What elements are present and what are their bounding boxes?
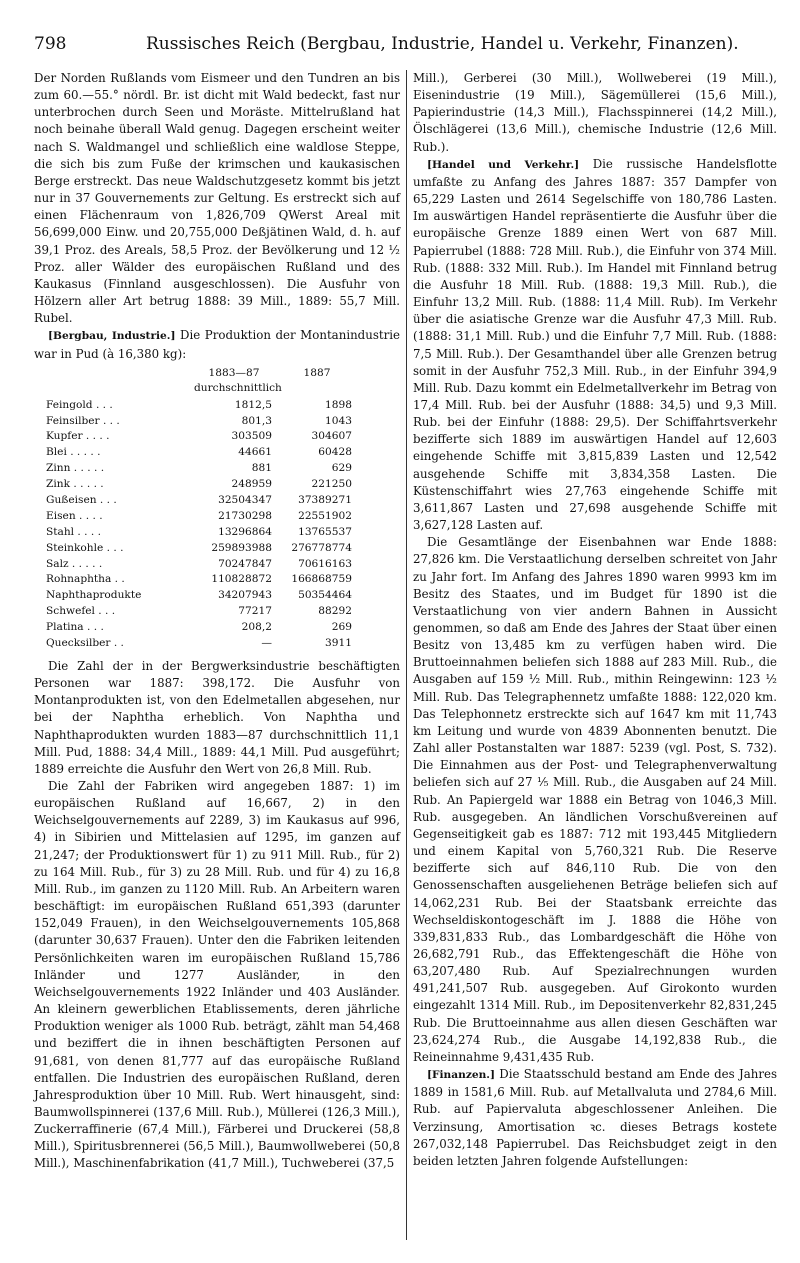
value-1887: 13765537	[298, 525, 352, 538]
running-title: Russisches Reich (Bergbau, Industrie, Handel u. Verkehr, Finanzen).	[146, 34, 739, 54]
mineral-label: Zinn . . . . .	[46, 462, 105, 475]
value-1887: 1898	[325, 398, 352, 411]
table-row	[34, 588, 400, 604]
table-body	[34, 398, 400, 652]
value-1887: 60428	[318, 446, 352, 459]
page-number: 798	[34, 34, 67, 54]
table-row	[34, 509, 400, 525]
value-average: 13296864	[218, 525, 272, 538]
table-row	[34, 398, 400, 414]
mineral-label: Quecksilber . .	[46, 637, 124, 650]
value-1887: 1043	[325, 414, 352, 427]
mineral-label: Schwefel . . .	[46, 605, 116, 618]
mineral-label: Steinkohle . . .	[46, 541, 124, 554]
section-heading-trade: [Handel und Verkehr.]	[427, 158, 580, 171]
value-1887: 166868759	[291, 573, 352, 586]
table-row	[34, 461, 400, 477]
mining-production-table	[34, 366, 400, 652]
value-average: 1812,5	[234, 398, 272, 411]
table-row	[34, 604, 400, 620]
value-average: 248959	[231, 478, 272, 491]
value-1887: 221250	[311, 478, 352, 491]
value-1887: 37389271	[298, 494, 352, 506]
mining-paragraph	[34, 327, 400, 362]
value-average: 77217	[238, 605, 272, 618]
mineral-label: Stahl . . . .	[46, 525, 101, 538]
value-1887: 3911	[325, 637, 352, 650]
table-header	[34, 366, 400, 398]
value-average: 21730298	[218, 509, 272, 522]
value-average: —	[261, 637, 272, 650]
running-header	[34, 34, 778, 60]
factories-paragraph: Die Zahl der Fabriken wird angegeben 1887: 1) im europäischen Rußland auf 16,667, 2) in den Weichselgouvernements auf 2289, 3) im Kaukasus auf 996, 4) in Sibirien und Mittelasien auf 1295, im ganzen auf 21,247; der Produktionswert für 1) zu 911 Mill. Rub., für 2) zu 164 Mill. Rub., für 3) zu 28 Mill. Rub. und für 4) zu 16,8 Mill. Rub., im ganzen zu 1120 Mill. Rub. An Arbeitern waren beschäftigt: im europäischen Rußland 651,393 (darunter 152,049 Frauen), in den Weichselgouvernements 105,868 (darunter 30,637 Frauen). Unter den die Fabriken leitenden Persönlichkeiten waren im europäischen Rußland 15,786 Inländer und 1277 Ausländer, in den Weichselgouvernements 1922 Inländer und 403 Ausländer. An kleinern gewerblichen Etablissements, deren jährliche Produktion weniger als 1000 Rub. beträgt, zählt man 54,468 und beziffert die in ihnen beschäftigten Personen auf 91,681, von denen 81,777 auf das europäische Rußland entfallen. Die Industrien des europäischen Rußland, deren Jahresproduktion über 10 Mill. Rub. Wert hinausgeht, sind: Baumwollspinnerei (137,6 Mill. Rub.), Müllerei (126,3 Mill.), Zuckerraffinerie (67,4 Mill.), Färberei und Druckerei (58,8 Mill.), Spiritusbrennerei (56,5 Mill.), Baumwollweberei (50,8 Mill.), Maschinenfabrikation (41,7 Mill.), Tuchweberei (37,5	[34, 779, 400, 1171]
table-row	[34, 429, 400, 445]
table-row	[34, 572, 400, 588]
railways-paragraph: Die Gesamtlänge der Eisenbahnen war Ende 1888: 27,826 km. Die Verstaatlichung derselben schreitet von Jahr zu Jahr fort. Im Anfang des Jahres 1890 waren 9993 km im Besitz des Staates, und im Budget für 1890 ist die Verstaatlichung von vier andern Bahnen in Aussicht genommen, so daß am Ende des Jahres der Staat über einen Besitz von 13,485 km zu verfügen haben wird. Die Bruttoeinnahmen beliefen sich 1888 auf 283 Mill. Rub., die Ausgaben auf 159 ½ Mill. Rub., mithin Reingewinn: 123 ½ Mill. Rub. Das Telegraphennetz umfaßte 1888: 122,020 km. Das Telephonnetz erstreckte sich auf 1647 km mit 11,743 km Leitung und wurde von 4839 Abonnenten benutzt. Die Zahl aller Postanstalten war 1887: 5239 (vgl. Post, S. 732). Die Einnahmen aus der Post- und Telegraphenverwaltung beliefen sich auf 27 ⅕ Mill. Rub., die Ausgaben auf 24 Mill. Rub. An Papiergeld war 1888 ein Betrag von 1046,3 Mill. Rub. ausgegeben. An ländlichen Vorschußvereinen auf Gegenseitigkeit gab es 1887: 712 mit 193,445 Mitgliedern und einem Kapital von 5,760,321 Rub. Die Reserve bezifferte sich auf 846,110 Rub. Die von den Genossenschaften ausgeliehenen Beträge beliefen sich auf 14,062,231 Rub. Bei der Staatsbank erreichte das Wechseldiskontogeschäft im J. 1888 die Höhe von 339,831,833 Rub., das Lombardgeschäft die Höhe von 26,682,791 Rub., das Effektengeschäft die Höhe von 63,207,480 Rub. Auf Spezialrechnungen wurden 491,241,507 Rub. ausgegeben. Auf Girokonto wurden eingezahlt 1314 Mill. Rub., im Depositenverkehr 82,831,245 Rub. Die Bruttoeinnahme aus allen diesen Geschäften war 23,624,274 Rub., die Ausgabe 14,192,838 Rub., die Reineinnahme 9,431,435 Rub.	[413, 535, 777, 1064]
mining-intro-text: Die Produktion der Montanindustrie war in Pud (à 16,380 kg):	[34, 328, 401, 361]
table-row	[34, 477, 400, 493]
left-column	[34, 70, 400, 1173]
right-column	[413, 70, 777, 1170]
value-1887: 629	[331, 462, 352, 475]
mineral-label: Platina . . .	[46, 621, 104, 634]
mineral-label: Kupfer . . . .	[46, 430, 110, 443]
mineral-label: Naphthaprodukte	[46, 589, 142, 602]
table-row	[34, 445, 400, 461]
value-average: 881	[251, 462, 272, 475]
value-1887: 70616163	[298, 557, 352, 570]
value-average: 32504347	[218, 494, 272, 506]
mining-workers-paragraph: Die Zahl der in der Bergwerksindustrie beschäftigten Personen war 1887: 398,172. Die Ausfuhr von Montanprodukten ist, von den Edelmetallen abgesehen, nur bei der Naphtha erheblich. Von Naphtha und Naphthaprodukten wurden 1883—87 durchschnittlich 11,1 Mill. Pud, 1888: 34,4 Mill., 1889: 44,1 Mill. Pud ausgeführt; 1889 erreichte die Ausfuhr den Wert von 26,8 Mill. Rub.	[34, 658, 400, 776]
table-row	[34, 414, 400, 430]
table-row	[34, 636, 400, 652]
finance-text: Die Staatsschuld bestand am Ende des Jahres 1889 in 1581,6 Mill. Rub. auf Metallvaluta und 2784,6 Mill. Rub. auf Papiervaluta abgeschlossener Anleihen. Die Verzinsung, Amortisation ꝛc. dieses Betrags kostete 267,032,148 Papierrubel. Das Reichsbudget zeigt in den beiden letzten Jahren folgende Aufstellungen:	[413, 1067, 778, 1168]
finance-paragraph	[413, 1066, 777, 1170]
value-1887: 88292	[318, 605, 352, 618]
trade-paragraph	[413, 156, 777, 534]
value-average: 208,2	[241, 621, 272, 634]
value-average: 44661	[238, 446, 272, 459]
table-row	[34, 541, 400, 557]
column-header-average: 1883—87 durchschnittlich	[194, 366, 282, 394]
value-average: 303509	[231, 430, 272, 443]
industries-continued-paragraph: Mill.), Gerberei (30 Mill.), Wollweberei (19 Mill.), Eisenindustrie (19 Mill.), Sägemüllerei (15,6 Mill.), Papierindustrie (14,3 Mill.), Flachsspinnerei (14,2 Mill.), Ölschlägerei (13,6 Mill.), chemische Industrie (12,6 Mill. Rub.).	[413, 71, 777, 154]
table-row	[34, 620, 400, 636]
mineral-label: Salz . . . . .	[46, 557, 103, 570]
value-1887: 304607	[311, 430, 352, 443]
mineral-label: Blei . . . . .	[46, 446, 101, 459]
mineral-label: Gußeisen . . .	[46, 494, 117, 506]
forestry-paragraph: Der Norden Rußlands vom Eismeer und den Tundren an bis zum 60.—55.° nördl. Br. ist dicht mit Wald bedeckt, fast nur unterbrochen durch Seen und Moräste. Mittelrußland hat noch beinahe überall Wald genug. Dagegen erscheint weiter nach S. Waldmangel und schließlich eine waldlose Steppe, die sich bis zum Fuße der krimschen und kaukasischen Berge erstreckt. Das neue Waldschutzgesetz kommt bis jetzt nur in 37 Gouvernements zur Geltung. Es erstreckt sich auf einen Flächenraum von 1,826,709 QWerst Areal mit 56,699,000 Einw. und 20,755,000 Deßjätinen Wald, d. h. auf 39,1 Proz. des Areals, 58,5 Proz. der Bevölkerung und 12 ½ Proz. aller Wälder des europäischen Rußland und des Kaukasus (Finnland ausgeschlossen). Die Ausfuhr von Hölzern aller Art betrug 1888: 39 Mill., 1889: 55,7 Mill. Rubel.	[34, 71, 400, 326]
table-row	[34, 557, 400, 573]
value-average: 801,3	[241, 414, 272, 427]
table-row	[34, 493, 400, 509]
value-average: 34207943	[218, 589, 272, 602]
column-header-1887: 1887	[303, 366, 331, 379]
column-divider	[406, 70, 407, 1240]
mineral-label: Zink . . . . .	[46, 478, 104, 491]
section-heading-mining: [Bergbau, Industrie.]	[48, 330, 176, 343]
table-row	[34, 525, 400, 541]
value-average: 70247847	[218, 557, 272, 570]
value-1887: 269	[331, 621, 352, 634]
mineral-label: Eisen . . . .	[46, 509, 103, 522]
value-1887: 22551902	[298, 509, 352, 522]
value-1887: 50354464	[298, 589, 352, 602]
value-1887: 276778774	[291, 541, 352, 554]
mineral-label: Feinsilber . . .	[46, 414, 120, 427]
mineral-label: Feingold . . .	[46, 398, 113, 411]
trade-text: Die russische Handelsflotte umfaßte zu Anfang des Jahres 1887: 357 Dampfer von 65,229 Lasten und 2614 Segelschiffe von 180,786 Lasten. Im auswärtigen Handel repräsentierte die Ausfuhr über die europäische Grenze 1889 einen Wert von 687 Mill. Papierrubel (1888: 728 Mill. Rub.), die Einfuhr von 374 Mill. Rub. (1888: 332 Mill. Rub.). Im Handel mit Finnland betrug die Ausfuhr 18 Mill. Rub. (1888: 19,3 Mill. Rub.), die Einfuhr 13,2 Mill. Rub. (1888: 11,4 Mill. Rub). Im Verkehr über die asiatische Grenze war die Ausfuhr 47,3 Mill. Rub. (1888: 31,1 Mill. Rub.) und die Einfuhr 7,7 Mill. Rub. (1888: 7,5 Mill. Rub.). Der Gesamthandel über alle Grenzen betrug somit in der Ausfuhr 752,3 Mill. Rub., in der Einfuhr 394,9 Mill. Rub. Dazu kommt ein Edelmetallverkehr im Betrag von 17,4 Mill. Rub. bei der Ausfuhr (1888: 34,5) und 9,3 Mill. Rub. bei der Einfuhr (1888: 29,5). Der Schiffahrtsverkehr bezifferte sich 1889 im auswärtigen Handel auf 12,603 eingehende Schiffe mit 3,815,839 Lasten und 12,542 ausgehende Schiffe mit 3,834,358 Lasten. Die Küstenschiffahrt wies 27,763 eingehende Schiffe mit 3,611,867 Lasten und 27,698 ausgehende Schiffe mit 3,627,128 Lasten auf.	[413, 156, 778, 533]
value-average: 110828872	[211, 573, 272, 586]
value-average: 259893988	[211, 541, 272, 554]
section-heading-finance: [Finanzen.]	[427, 1069, 495, 1082]
mineral-label: Rohnaphtha . .	[46, 573, 125, 586]
